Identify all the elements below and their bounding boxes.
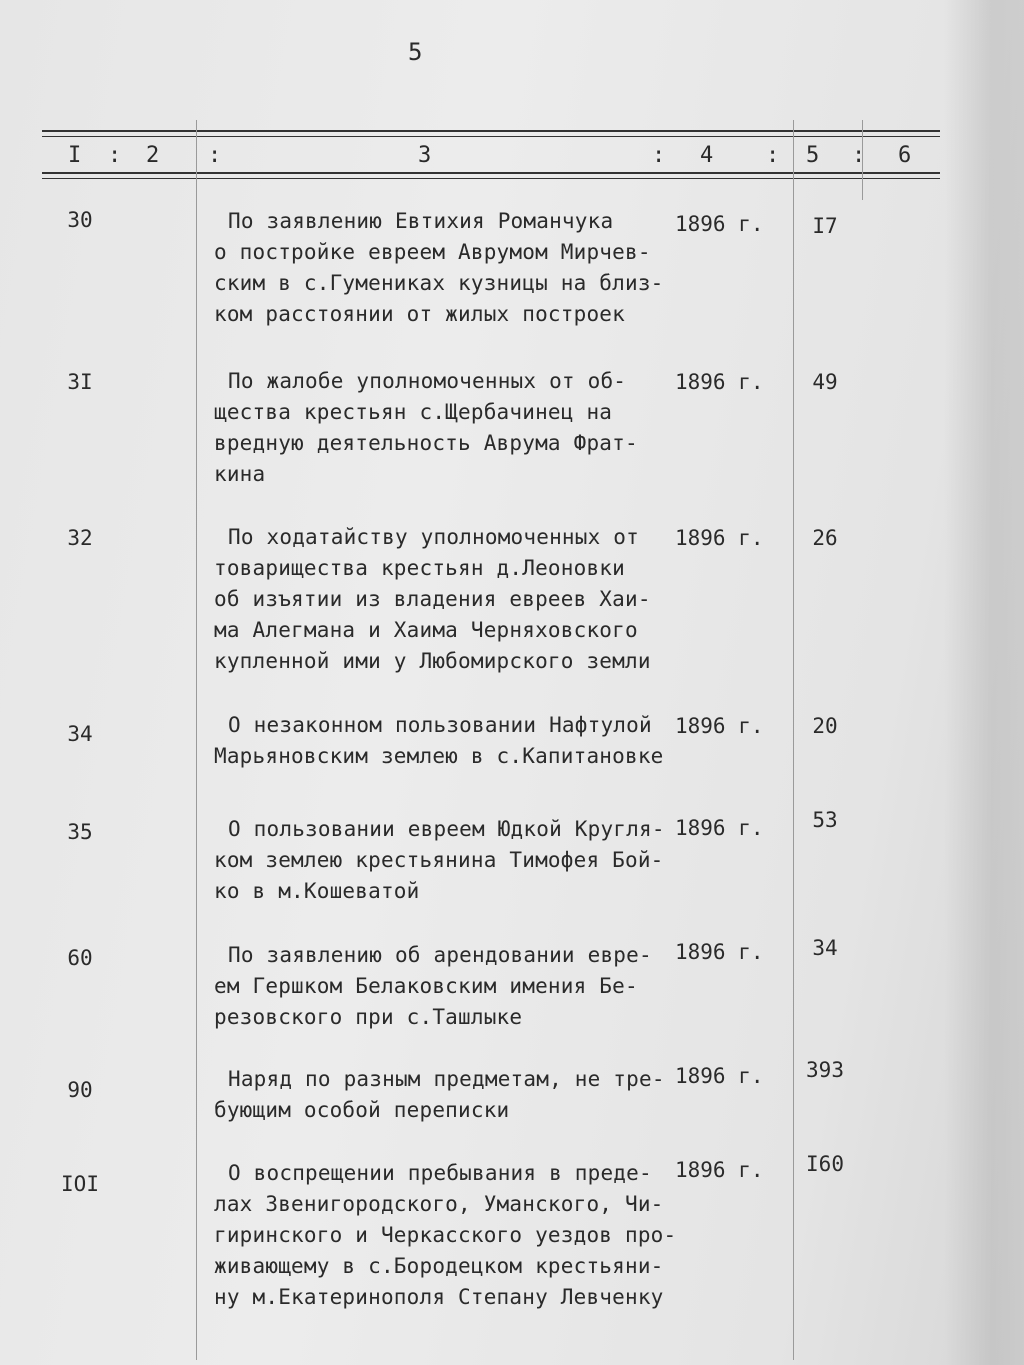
- description-line: гиринского и Черкасского уездов про-: [214, 1223, 677, 1247]
- page-edge-shadow: [944, 0, 1024, 1365]
- description-line: По заявлению об арендовании евре-: [228, 943, 652, 967]
- entry-description: [214, 522, 684, 677]
- description-line: ским в с.Гумениках кузницы на близ-: [214, 271, 664, 295]
- description-line: ком землею крестьянина Тимофея Бой-: [214, 848, 664, 872]
- column-separator: :: [766, 143, 780, 168]
- column-rule: [196, 120, 197, 1360]
- entry-description: [214, 1158, 684, 1313]
- column-header-6: 6: [898, 143, 912, 168]
- entry-description: [214, 206, 684, 330]
- description-line: По заявлению Евтихия Романчука: [228, 209, 614, 233]
- description-line: товарищества крестьян д.Леоновки: [214, 556, 625, 580]
- column-separator: :: [852, 143, 866, 168]
- entry-sheet-count: 49: [812, 370, 838, 394]
- entry-year: 1896 г.: [675, 940, 764, 964]
- description-line: живающему в с.Бородецком крестьяни-: [214, 1254, 664, 1278]
- entry-description: [214, 366, 684, 490]
- description-line: По ходатайству уполномоченных от: [228, 525, 639, 549]
- header-rule-bottom: [42, 172, 940, 174]
- header-rule-bottom-thin: [42, 178, 940, 179]
- description-line: О незаконном пользовании Нафтулой: [228, 713, 652, 737]
- column-header-5: 5: [806, 143, 820, 168]
- column-separator: :: [208, 143, 222, 168]
- column-header-3: 3: [418, 143, 432, 168]
- description-line: О пользовании евреем Юдкой Кругля-: [228, 817, 665, 841]
- description-line: ко в м.Кошеватой: [214, 879, 420, 903]
- description-line: Марьяновским землею в с.Капитановке: [214, 744, 664, 768]
- description-line: Наряд по разным предметам, не тре-: [228, 1067, 665, 1091]
- description-line: По жалобе уполномоченных от об-: [228, 369, 627, 393]
- header-rule-top: [42, 130, 940, 132]
- description-line: бующим особой переписки: [214, 1098, 510, 1122]
- description-line: О воспрещении пребывания в преде-: [228, 1161, 652, 1185]
- description-line: ком расстоянии от жилых построек: [214, 302, 625, 326]
- entry-year: 1896 г.: [675, 1158, 764, 1182]
- entry-sheet-count: I60: [806, 1152, 844, 1176]
- column-header-2: 2: [146, 143, 160, 168]
- description-line: ма Алегмана и Хаима Черняховского: [214, 618, 638, 642]
- entry-number: 35: [67, 820, 93, 844]
- description-line: щества крестьян с.Щербачинец на: [214, 400, 613, 424]
- entry-year: 1896 г.: [675, 526, 764, 550]
- entry-sheet-count: 393: [806, 1058, 844, 1082]
- description-line: о постройке евреем Аврумом Мирчев-: [214, 240, 651, 264]
- entry-number: 60: [67, 946, 93, 970]
- entry-sheet-count: 20: [812, 714, 838, 738]
- entry-number: IOI: [61, 1172, 99, 1196]
- description-line: ем Гершком Белаковским имения Бе-: [214, 974, 638, 998]
- entry-year: 1896 г.: [675, 714, 764, 738]
- entry-description: [214, 710, 684, 772]
- entry-number: 90: [67, 1078, 93, 1102]
- column-header-4: 4: [700, 143, 714, 168]
- entry-year: 1896 г.: [675, 212, 764, 236]
- description-line: резовского при с.Ташлыке: [214, 1005, 523, 1029]
- entry-year: 1896 г.: [675, 370, 764, 394]
- column-header-1: I: [68, 143, 82, 168]
- entry-sheet-count: 26: [812, 526, 838, 550]
- description-line: лах Звенигородского, Уманского, Чи-: [214, 1192, 664, 1216]
- entry-sheet-count: I7: [812, 214, 838, 238]
- entry-description: [214, 940, 684, 1033]
- description-line: вредную деятельность Аврума Фрат-: [214, 431, 638, 455]
- header-rule-top-thin: [42, 136, 940, 137]
- entry-number: 34: [67, 722, 93, 746]
- entry-sheet-count: 34: [812, 936, 838, 960]
- entry-number: 3I: [67, 370, 93, 394]
- column-separator: :: [652, 143, 666, 168]
- page-number: 5: [408, 38, 423, 66]
- column-separator: :: [108, 143, 122, 168]
- entry-year: 1896 г.: [675, 1064, 764, 1088]
- description-line: об изъятии из владения евреев Хаи-: [214, 587, 651, 611]
- entry-description: [214, 814, 684, 907]
- entry-sheet-count: 53: [812, 808, 838, 832]
- description-line: купленной ими у Любомирского земли: [214, 649, 651, 673]
- description-line: кина: [214, 462, 266, 486]
- entry-number: 32: [67, 526, 93, 550]
- entry-year: 1896 г.: [675, 816, 764, 840]
- entry-number: 30: [67, 208, 93, 232]
- entry-description: [214, 1064, 684, 1126]
- description-line: ну м.Екатеринополя Степану Левченку: [214, 1285, 664, 1309]
